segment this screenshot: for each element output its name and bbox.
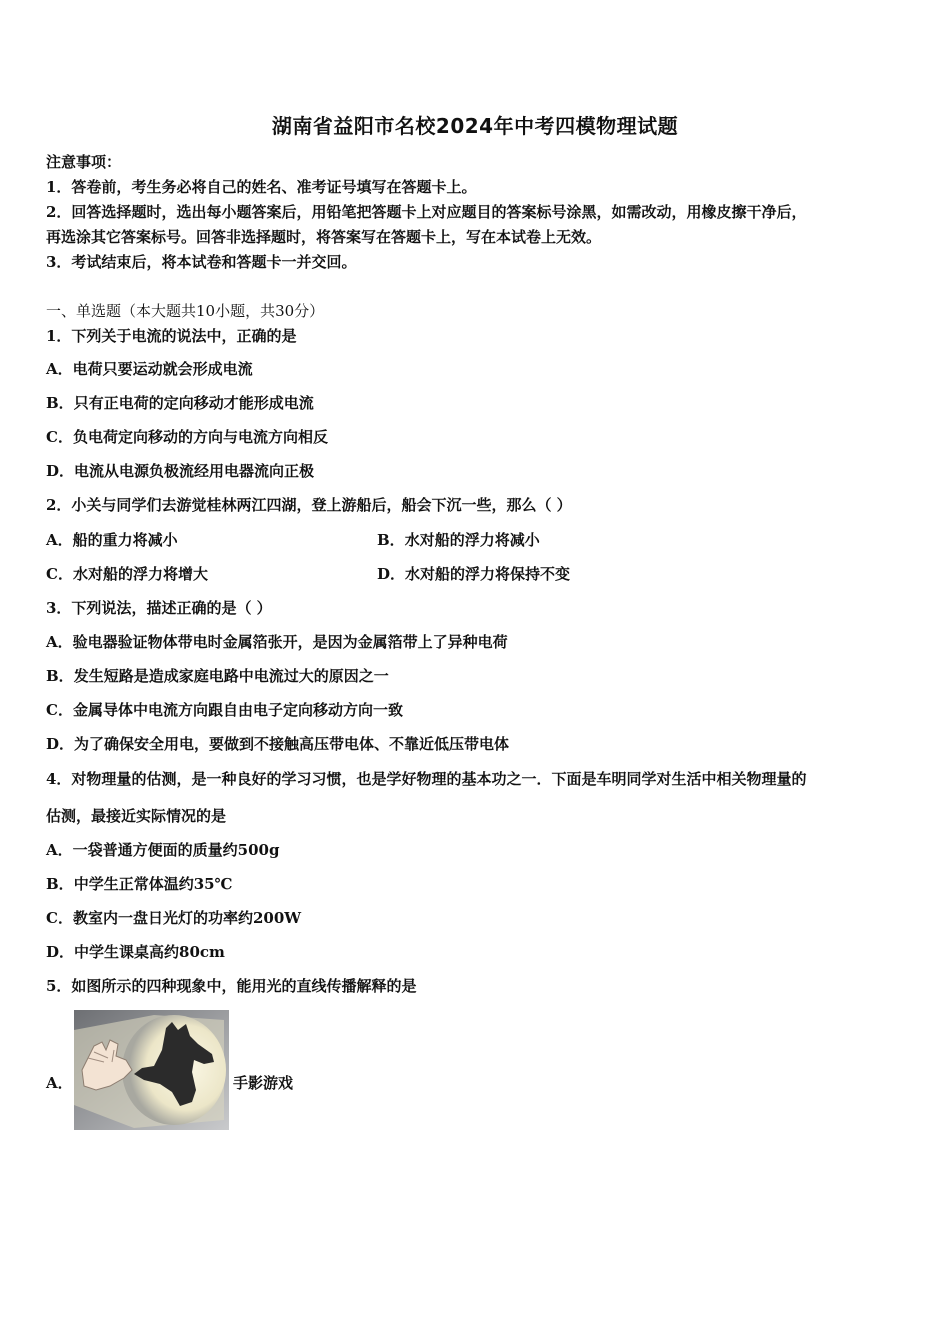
question-stem: 3．下列说法，描述正确的是（ ） [46,599,272,617]
option-text: 船的重力将减小 [72,531,178,549]
option [46,734,509,754]
option-letter: B． [46,875,74,893]
page-title: 湖南省益阳市名校2024年中考四模物理试题 [271,114,679,138]
question-stem-continued: 估测，最接近实际情况的是 [46,807,227,825]
option-text: 中学生课桌高约80cm [74,943,225,961]
hand-shadow-image [74,1010,229,1130]
figure-caption: 手影游戏 [233,1074,294,1092]
option-letter: A． [46,633,73,651]
option [46,530,178,550]
option-letter: C． [46,565,73,583]
option [46,908,301,928]
option [46,666,389,686]
option-text: 水对船的浮力将减小 [404,531,540,549]
option [46,700,403,720]
option-letter: B． [46,667,74,685]
option [46,461,314,481]
question-stem: 2．小关与同学们去游觉桂林两江四湖，登上游船后，船会下沉一些，那么（ ） [46,496,572,514]
option-letter: A． [46,360,73,378]
option [46,874,233,894]
option [46,942,225,962]
option [46,427,328,447]
option-text: 水对船的浮力将保持不变 [405,565,571,583]
option [377,564,570,584]
option [46,632,508,652]
option [46,564,208,584]
option-letter: C． [46,909,73,927]
option-letter: A． [46,1074,73,1092]
section-heading: 一、单选题（本大题共10小题，共30分） [46,302,325,320]
option-letter: D． [46,735,75,753]
option-letter: B． [377,531,405,549]
option-letter: D． [46,943,75,961]
notice-item: 1．答卷前，考生务必将自己的姓名、准考证号填写在答题卡上。 [46,178,477,196]
option-text: 中学生正常体温约35℃ [73,875,233,893]
option-text: 电流从电源负极流经用电器流向正极 [74,462,315,480]
option-letter: C． [46,701,73,719]
option [46,840,279,860]
option-text: 负电荷定向移动的方向与电流方向相反 [72,428,328,446]
option [46,359,253,379]
option-text: 教室内一盘日光灯的功率约200W [72,909,302,927]
option-text: 电荷只要运动就会形成电流 [72,360,253,378]
notice-heading: 注意事项： [46,153,122,171]
option-letter: A． [46,841,73,859]
option-letter: A． [46,531,73,549]
option-letter: D． [377,565,406,583]
notice-item: 再选涂其它答案标号。回答非选择题时，将答案写在答题卡上，写在本试卷上无效。 [46,228,602,246]
question-stem: 5．如图所示的四种现象中，能用光的直线传播解释的是 [46,977,417,995]
option-text: 为了确保安全用电，要做到不接触高压带电体、不靠近低压带电体 [74,735,510,753]
question-stem: 1．下列关于电流的说法中，正确的是 [46,327,297,345]
option-text: 水对船的浮力将增大 [72,565,208,583]
option-letter: C． [46,428,73,446]
option-letter: D． [46,462,75,480]
hand-shadow-figure [74,1010,229,1130]
option [377,530,540,550]
option-letter: B． [46,394,74,412]
option-text: 金属导体中电流方向跟自由电子定向移动方向一致 [72,701,403,719]
question-stem: 4．对物理量的估测，是一种良好的学习习惯，也是学好物理的基本功之一．下面是车明同学对生活中相关物理量的 [46,770,807,788]
notice-item: 2．回答选择题时，选出每小题答案后，用铅笔把答题卡上对应题目的答案标号涂黑，如需改动，用橡皮擦干净后， [46,203,807,221]
option [46,393,314,413]
option-text: 验电器验证物体带电时金属箔张开，是因为金属箔带上了异种电荷 [72,633,508,651]
option-text: 一袋普通方便面的质量约500g [72,841,280,859]
notice-item: 3．考试结束后，将本试卷和答题卡一并交回。 [46,253,357,271]
option-text: 发生短路是造成家庭电路中电流过大的原因之一 [73,667,389,685]
option-text: 只有正电荷的定向移动才能形成电流 [73,394,314,412]
